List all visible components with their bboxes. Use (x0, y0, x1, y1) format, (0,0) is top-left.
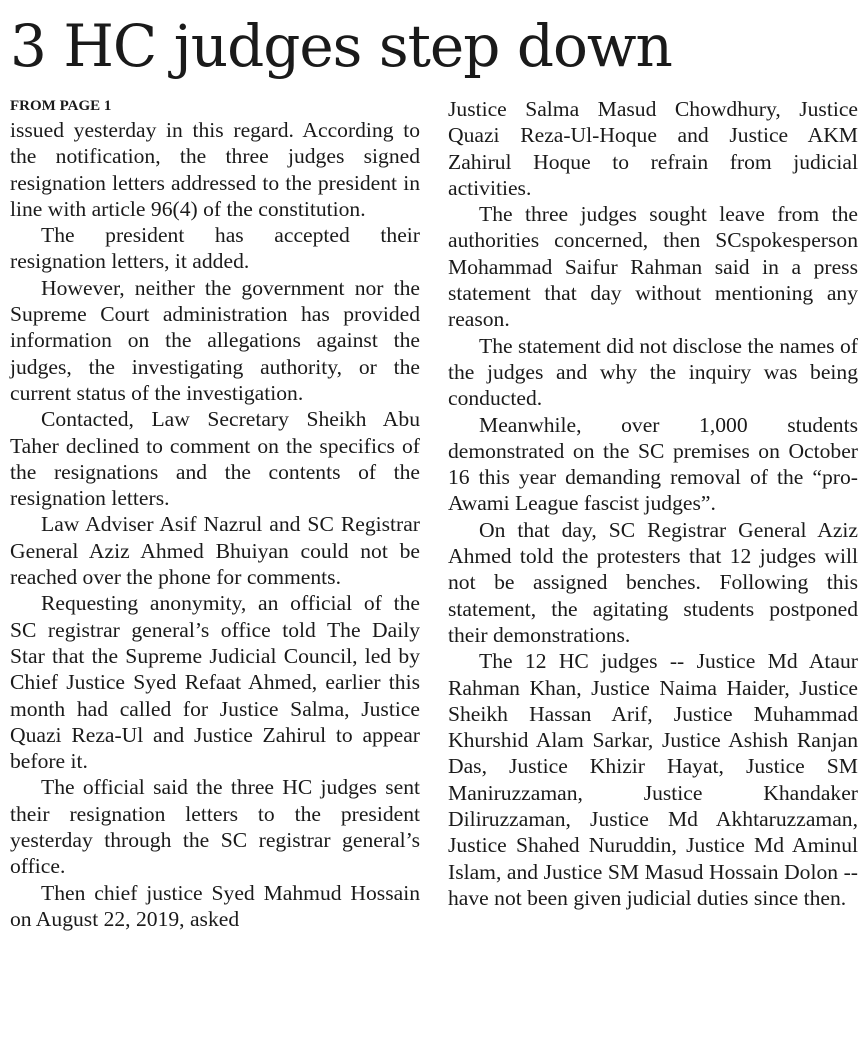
paragraph: The official said the three HC judges sent their resignation letters to the president yesterday through the SC registrar general’s office. (10, 775, 420, 879)
paragraph: However, neither the government nor the Supreme Court administration has provided information on the allegations against the judges, the investigating authority, or the current status of the investigation. (10, 275, 420, 405)
article-column-right (448, 96, 858, 911)
paragraph: On that day, SC Registrar General Aziz Ahmed told the protesters that 12 judges will not be assigned benches. Following this statement, the agitating students postponed their demonstrations. (448, 517, 858, 647)
paragraph: issued yesterday in this regard. According to the notification, the three judges signed resignation letters addressed to the president in line with article 96(4) of the constitution. (10, 118, 420, 221)
headline: 3 HC judges step down (10, 12, 672, 80)
paragraph: Then chief justice Syed Mahmud Hossain on August 22, 2019, asked (10, 880, 420, 931)
paragraph: The three judges sought leave from the authorities concerned, then SCspokesperson Mohammad Saifur Rahman said in a press statement that day without mentioning any reason. (448, 202, 858, 332)
paragraph: Meanwhile, over 1,000 students demonstrated on the SC premises on October 16 this year demanding removal of the “pro-Awami League fascist judges”. (448, 412, 858, 516)
paragraph: The 12 HC judges -- Justice Md Ataur Rahman Khan, Justice Naima Haider, Justice Sheikh Hassan Arif, Justice Muhammad Khurshid Alam Sarkar, Justice Ashish Ranjan Das, Justice Khizir Hayat, Justice SM Maniruzzaman, Justice Khandaker Diliruzzaman, Justice Md Akhtaruzzaman, Justice Shahed Nuruddin, Justice Md Aminul Islam, and Justice SM Masud Hossain Dolon -- have not been given judicial duties since then. (448, 649, 858, 910)
paragraph: Requesting anonymity, an official of the SC registrar general’s office told The Daily Star that the Supreme Judicial Council, led by Chief Justice Syed Refaat Ahmed, earlier this month had called for Justice Salma, Justice Quazi Reza-Ul and Justice Zahirul to appear before it. (10, 591, 420, 774)
paragraph: Contacted, Law Secretary Sheikh Abu Taher declined to comment on the specifics of the resignations and the contents of the resignation letters. (10, 407, 420, 511)
article-column-left (10, 96, 420, 932)
jump-label: FROM PAGE 1 (10, 98, 112, 114)
paragraph: Justice Salma Masud Chowdhury, Justice Quazi Reza-Ul-Hoque and Justice AKM Zahirul Hoque to refrain from judicial activities. (448, 97, 858, 200)
paragraph: The statement did not disclose the names of the judges and why the inquiry was being conducted. (448, 333, 858, 411)
paragraph: The president has accepted their resignation letters, it added. (10, 223, 420, 274)
paragraph: Law Adviser Asif Nazrul and SC Registrar General Aziz Ahmed Bhuiyan could not be reached over the phone for comments. (10, 512, 420, 590)
